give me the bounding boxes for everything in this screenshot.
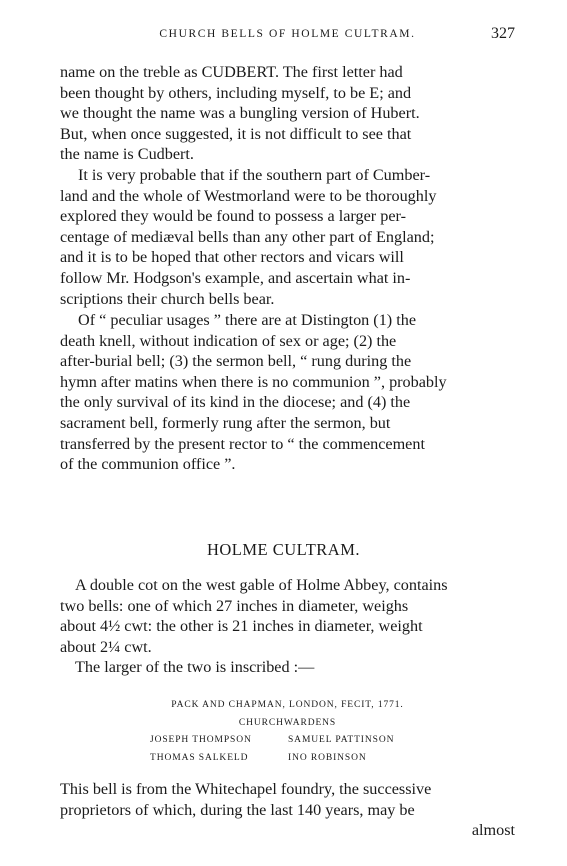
text-line: But, when once suggested, it is not difficult to see that xyxy=(60,124,412,143)
text-line: Of “ peculiar usages ” there are at Distington (1) the xyxy=(78,311,417,329)
paragraph-cudbert xyxy=(60,62,515,165)
paragraph-inscribed xyxy=(60,657,515,678)
text-line: proprietors of which, during the last 140 years, may be xyxy=(60,800,415,819)
paragraph-usages xyxy=(60,310,515,475)
page-number: 327 xyxy=(491,25,515,42)
text-line: death knell, without indication of sex or age; (2) the xyxy=(60,331,397,350)
text-line: two bells: one of which 27 inches in diameter, weighs xyxy=(60,596,409,615)
text-line: This bell is from the Whitechapel foundry, the successive xyxy=(60,780,432,798)
inscription-names-row xyxy=(60,732,515,750)
text-line: A double cot on the west gable of Holme Abbey, contains xyxy=(75,576,448,594)
inscription-founder-line: PACK AND CHAPMAN, LONDON, FECIT, 1771. xyxy=(171,700,404,710)
text-line: It is very probable that if the southern part of Cumber- xyxy=(78,166,431,184)
text-line: been thought by others, including myself, to be E; and xyxy=(60,83,412,102)
inscription-churchwardens-label: CHURCHWARDENS xyxy=(238,717,337,728)
churchwarden-name: JOSEPH THOMPSON xyxy=(150,735,252,745)
churchwarden-name: INO ROBINSON xyxy=(288,752,367,763)
text-line: centage of mediæval bells than any other part of England; xyxy=(60,227,435,246)
text-line: the name is Cudbert. xyxy=(60,145,194,164)
text-line: The larger of the two is inscribed :— xyxy=(75,658,315,676)
bell-inscription xyxy=(60,697,515,767)
churchwarden-name: SAMUEL PATTINSON xyxy=(288,735,395,745)
paragraph-cumberland xyxy=(60,165,515,309)
text-line: transferred by the present rector to “ the commencement xyxy=(60,434,425,453)
section-heading: HOLME CULTRAM. xyxy=(206,540,361,559)
paragraph-whitechapel xyxy=(60,779,515,820)
text-line: and it is to be hoped that other rectors and vicars will xyxy=(60,248,404,267)
inscription-names-row xyxy=(60,750,515,768)
text-line: follow Mr. Hodgson's example, and ascertain what in- xyxy=(60,268,411,287)
catchword: almost xyxy=(471,821,515,839)
running-head xyxy=(60,25,515,45)
text-line: the only survival of its kind in the diocese; and (4) the xyxy=(60,393,411,412)
text-line: scriptions their church bells bear. xyxy=(60,289,275,308)
text-line: sacrament bell, formerly rung after the sermon, but xyxy=(60,413,391,432)
text-line: after-burial bell; (3) the sermon bell, “ rung during the xyxy=(60,352,412,371)
paragraph-double-cot xyxy=(60,575,515,657)
churchwarden-name: THOMAS SALKELD xyxy=(150,752,249,763)
text-line: we thought the name was a bungling version of Hubert. xyxy=(60,104,420,123)
text-line: about 2¼ cwt. xyxy=(60,637,152,656)
text-line: about 4½ cwt: the other is 21 inches in diameter, weight xyxy=(60,617,423,636)
text-line: hymn after matins when there is no communion ”, probably xyxy=(60,372,447,391)
text-line: explored they would be found to possess a larger per- xyxy=(60,207,406,226)
running-title: CHURCH BELLS OF HOLME CULTRAM. xyxy=(159,28,416,40)
text-line: land and the whole of Westmorland were to be thoroughly xyxy=(60,186,437,205)
text-line: name on the treble as CUDBERT. The first letter had xyxy=(60,63,403,81)
text-line: of the communion office ”. xyxy=(60,455,236,474)
